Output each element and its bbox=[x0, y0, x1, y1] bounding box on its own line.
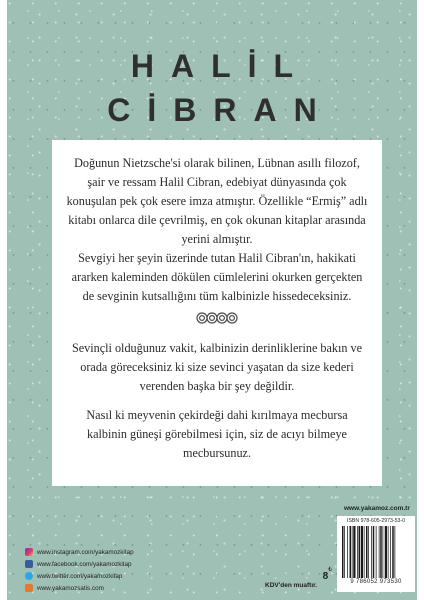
social-link-instagram[interactable] bbox=[25, 546, 134, 558]
social-link-twitter[interactable] bbox=[25, 570, 134, 582]
social-link-yakamozsatis[interactable] bbox=[25, 582, 134, 594]
barcode-bar bbox=[383, 526, 384, 578]
price-amount: 8 bbox=[322, 571, 329, 582]
blurb-paragraph-2: Sevgiyi her şeyin üzerinde tutan Halil Cibran'ın, hakikati ararken kaleminden dökülen cümlelerini okurken gerçekten de sevginin kutsallığını tüm kalbinizle hissedeceksiniz. bbox=[71, 251, 363, 303]
isbn-label: ISBN 978-605-2973-53-0 bbox=[347, 518, 405, 524]
barcode-bar bbox=[352, 526, 353, 578]
barcode-bar bbox=[385, 526, 387, 578]
barcode-bar bbox=[364, 526, 365, 578]
quote-1: Sevinçli olduğunuz vakit, kalbinizin derinliklerine bakın ve orada göreceksiniz ki size sevinci yaşatan da size kederi verenden başka bir şey değildir. bbox=[71, 341, 363, 393]
barcode-bar bbox=[361, 526, 363, 578]
barcode-bar bbox=[390, 526, 391, 578]
tax-note: KDV'den muaftır. bbox=[265, 582, 318, 589]
barcode-bar bbox=[350, 526, 352, 578]
barcode bbox=[337, 516, 415, 592]
author-name-line1: HALİL bbox=[130, 48, 311, 84]
social-links bbox=[25, 546, 134, 594]
barcode-digits: 9 786052 973530 bbox=[350, 579, 402, 585]
facebook-icon bbox=[25, 560, 33, 568]
social-link-label: www.instagram.com/yakamozkitap bbox=[37, 548, 134, 556]
barcode-bar bbox=[376, 526, 377, 578]
social-link-label: www.facebook.com/yakamozkitap bbox=[37, 560, 132, 568]
barcode-bar bbox=[353, 526, 355, 578]
barcode-bar bbox=[380, 526, 382, 578]
barcode-bar bbox=[342, 526, 344, 578]
social-link-label: www.yakamozsatis.com bbox=[37, 584, 104, 592]
barcode-bar bbox=[395, 526, 396, 578]
barcode-bar bbox=[392, 526, 394, 578]
price-unit: ₺ bbox=[328, 567, 332, 573]
barcode-bar bbox=[357, 526, 358, 578]
social-link-label: www.twitter.com/yakamozkitap bbox=[37, 572, 123, 580]
barcode-bar bbox=[366, 526, 368, 578]
barcode-bar bbox=[359, 526, 361, 578]
barcode-bar bbox=[344, 526, 345, 578]
barcode-bar bbox=[373, 526, 375, 578]
back-cover bbox=[7, 0, 417, 600]
twitter-icon bbox=[25, 572, 33, 580]
barcode-bars bbox=[340, 526, 412, 578]
author-name-line2: CİBRAN bbox=[107, 92, 334, 128]
quote-2: Nasıl ki meyvenin çekirdeği dahi kırılmaya mecbursa kalbinin güneşi görebilmesi için, siz de acıyı bilmeye mecbursunuz. bbox=[86, 408, 348, 460]
barcode-bar bbox=[368, 526, 369, 578]
blurb-panel bbox=[52, 140, 382, 486]
ornament-rings-icon bbox=[66, 310, 368, 330]
barcode-bar bbox=[371, 526, 372, 578]
barcode-bar bbox=[347, 526, 348, 578]
barcode-bar bbox=[379, 526, 380, 578]
instagram-icon bbox=[25, 548, 33, 556]
barcode-bar bbox=[388, 526, 389, 578]
publisher-website: www.yakamoz.com.tr bbox=[344, 505, 410, 512]
blurb-paragraph-1: Doğunun Nietzsche'si olarak bilinen, Lübnan asıllı filozof, şair ve ressam Halil Cibran, edebiyat dünyasında çok konuşulan pek çok esere imza atmıştır. Özellikle “Ermiş” adlı kitabı onlarca dile çevrilmiş, en çok okunan kitaplar arasında yerini almıştır. bbox=[66, 156, 368, 246]
yakamozsatis-icon bbox=[25, 584, 33, 592]
social-link-facebook[interactable] bbox=[25, 558, 134, 570]
